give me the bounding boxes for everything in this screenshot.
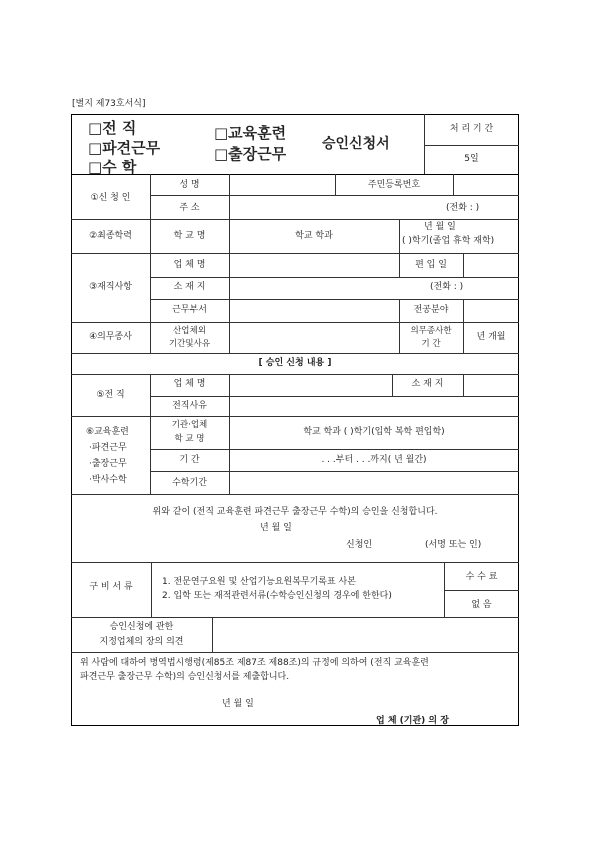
applicant-label: 신청인 <box>346 540 373 550</box>
docs-item-2: 2. 입학 또는 재적관련서류(수학승인신청의 경우에 한한다) <box>162 591 392 601</box>
fee-label: 수 수 료 <box>465 572 498 582</box>
option-training[interactable]: □교육훈련 <box>214 124 287 142</box>
submission-l1: 위 사람에 대하여 병역법시행령(제85조 제87조 제88조)의 규정에 의하여 (전직 교육훈련 <box>80 658 429 668</box>
option-dispatch[interactable]: □파견근무 <box>88 139 161 157</box>
s1-name-label: 성 명 <box>179 180 200 190</box>
option-business-trip[interactable]: □출장근무 <box>214 145 287 163</box>
s1-phone[interactable]: (전화 : ) <box>446 203 480 213</box>
s6-label-l4: ·박사수학 <box>89 475 127 485</box>
s6-label-l2: ·파견근무 <box>89 443 127 453</box>
s6-study-period-label: 수학기간 <box>172 478 207 488</box>
declaration-date[interactable]: 년 월 일 <box>260 523 292 533</box>
processing-period-value: 5일 <box>464 154 479 164</box>
s2-school-name-label: 학 교 명 <box>173 231 206 241</box>
s3-field-label: 전공분야 <box>413 305 449 315</box>
s2-status[interactable]: ( )학기(졸업 휴학 재학) <box>402 236 495 246</box>
s3-location-label: 소 재 지 <box>173 282 206 292</box>
processing-period-label: 처 리 기 간 <box>449 124 494 134</box>
s6-inst-value[interactable]: 학교 학과 ( )학기(입학 복학 편입학) <box>303 427 445 437</box>
fee-value: 없 음 <box>471 600 492 610</box>
option-transfer[interactable]: □전 직 <box>88 119 137 137</box>
docs-item-1: 1. 전문연구요원 및 산업기능요원복무기록표 사본 <box>162 577 356 587</box>
s5-location-label: 소 재 지 <box>411 379 444 389</box>
s6-period-value[interactable]: . . .부터 . . .까지( 년 월간) <box>321 455 427 465</box>
declaration-text: 위와 같이 (전직 교육훈련 파견근무 출장근무 수학)의 승인을 신청합니다. <box>152 507 438 517</box>
form-number: [별지 제73호서식] <box>72 99 146 109</box>
submission-signer: 업 체 (기관) 의 장 <box>376 716 449 726</box>
s6-label-l3: ·출장근무 <box>89 459 127 469</box>
s5-company-label: 업 체 명 <box>173 379 206 389</box>
s6-period-label: 기 간 <box>179 455 200 465</box>
signature-hint[interactable]: (서명 또는 인) <box>425 540 482 550</box>
s3-phone[interactable]: (전화 : ) <box>430 282 464 292</box>
s2-school-dept[interactable]: 학교 학과 <box>295 231 333 241</box>
s2-label: ②최종학력 <box>89 231 132 241</box>
s6-inst-l1: 기관·업체 <box>171 420 208 430</box>
content-header: [ 승인 신청 내용 ] <box>258 358 332 368</box>
s4-service-value[interactable]: 년 개월 <box>476 332 506 342</box>
form-title: 승인신청서 <box>322 136 390 152</box>
rrn-field[interactable] <box>454 175 518 195</box>
s2-date[interactable]: 년 월 일 <box>424 222 456 232</box>
s3-dept-label: 근무부서 <box>172 305 207 315</box>
opinion-l2: 지정업체의 장의 의견 <box>99 637 184 647</box>
s5-reason-label: 전직사유 <box>172 401 207 411</box>
s5-label: ⑤전 직 <box>96 390 125 400</box>
option-study[interactable]: □수 학 <box>88 158 137 176</box>
docs-label: 구 비 서 류 <box>89 582 133 592</box>
s1-label: ①신 청 인 <box>90 193 131 203</box>
s6-inst-l2: 학 교 명 <box>174 434 205 444</box>
s4-label: ④의무종사 <box>89 332 132 342</box>
submission-date[interactable]: 년 월 일 <box>222 699 254 709</box>
opinion-field[interactable] <box>213 618 518 651</box>
s3-company-label: 업 체 명 <box>173 260 206 270</box>
s4-service-l1: 의무종사한 <box>410 326 452 336</box>
s3-label: ③재직사항 <box>89 282 132 292</box>
s4-reason-l2: 기간및사유 <box>168 339 211 349</box>
name-field[interactable] <box>230 175 335 195</box>
s1-address-label: 주 소 <box>179 203 200 213</box>
opinion-l1: 승인신청에 관한 <box>109 622 174 632</box>
s4-service-l2: 기 간 <box>421 339 441 349</box>
s4-reason-l1: 산업체외 <box>173 326 206 336</box>
submission-l2: 파견근무 출장근무 수학)의 승인신청서를 제출합니다. <box>80 672 290 682</box>
s6-label-l1: ⑥교육훈련 <box>86 427 129 437</box>
s3-transfer-date-label: 편 입 일 <box>415 260 447 270</box>
s1-rrn-label: 주민등록번호 <box>367 180 421 190</box>
